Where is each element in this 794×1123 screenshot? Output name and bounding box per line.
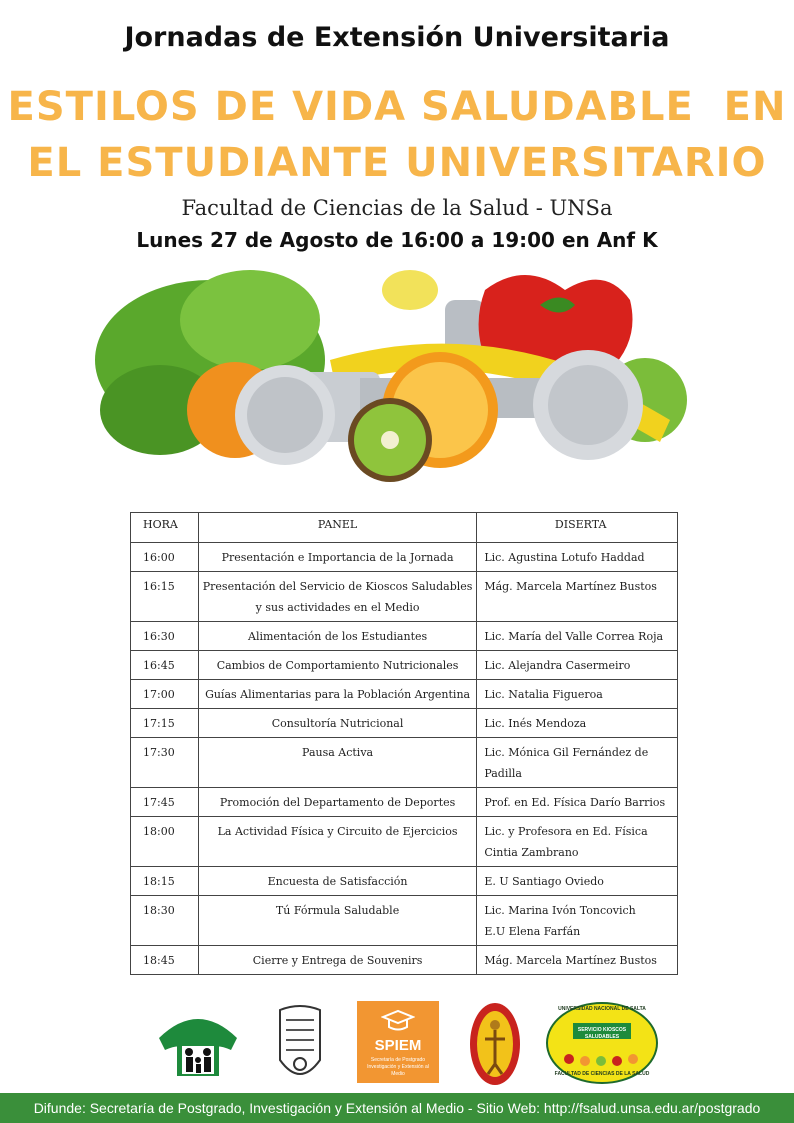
cell-diserta — [477, 946, 678, 975]
cell-diserta — [477, 867, 678, 896]
schedule-table — [130, 512, 678, 975]
speaker-line: E. U Santiago Oviedo — [484, 875, 604, 888]
table-row — [131, 680, 678, 709]
speaker-line: Lic. Marina Ivón Toncovich — [484, 904, 636, 917]
speaker-line: Mág. Marcela Martínez Bustos — [484, 954, 657, 967]
footer-text: Difunde: Secretaría de Postgrado, Investigación y Extensión al Medio - Sitio Web: http://fsalud.unsa.edu.ar/postgrado — [33, 1100, 761, 1116]
speaker-line: E.U Elena Farfán — [484, 925, 581, 938]
cell-hora: 16:45 — [131, 651, 199, 680]
speaker-line: Mág. Marcela Martínez Bustos — [484, 580, 657, 593]
table-row — [131, 622, 678, 651]
header-panel: PANEL — [198, 513, 476, 543]
cell-hora: 16:15 — [131, 572, 199, 622]
cell-hora: 17:45 — [131, 788, 199, 817]
speaker-line: Cintia Zambrano — [484, 846, 579, 859]
cell-diserta — [477, 709, 678, 738]
spiem-subtitle: Secretaría de Postgrado Investigación y Extensión al Medio — [367, 1057, 429, 1077]
university-crest-logo-icon — [274, 1002, 326, 1086]
table-row — [131, 651, 678, 680]
table-row — [131, 738, 678, 788]
cell-hora: 18:15 — [131, 867, 199, 896]
main-title-line-1: ESTILOS DE VIDA SALUDABLE EN — [7, 84, 787, 130]
footer-bar — [0, 1093, 794, 1123]
table-row — [131, 946, 678, 975]
graduation-cap-icon — [381, 1009, 415, 1035]
cell-panel: Cambios de Comportamiento Nutricionales — [198, 651, 476, 680]
table-row — [131, 572, 678, 622]
cell-hora: 18:00 — [131, 817, 199, 867]
table-row — [131, 543, 678, 572]
cell-panel: Promoción del Departamento de Deportes — [198, 788, 476, 817]
cell-panel: Alimentación de los Estudiantes — [198, 622, 476, 651]
cell-diserta — [477, 543, 678, 572]
speaker-line: Lic. Inés Mendoza — [484, 717, 587, 730]
cell-diserta — [477, 651, 678, 680]
cell-panel: Presentación del Servicio de Kioscos Saludables y sus actividades en el Medio — [198, 572, 476, 622]
table-row — [131, 896, 678, 946]
spiem-name: SPIEM — [374, 1037, 422, 1054]
kioscos-saludables-logo — [545, 1001, 659, 1085]
cell-panel: Presentación e Importancia de la Jornada — [198, 543, 476, 572]
cell-hora: 17:30 — [131, 738, 199, 788]
table-row — [131, 788, 678, 817]
cell-diserta — [477, 788, 678, 817]
kioscos-banner-text: SERVICIO KIOSCOS SALUDABLES — [577, 1027, 627, 1040]
cell-diserta — [477, 817, 678, 867]
speaker-line: Lic. María del Valle Correa Roja — [484, 630, 664, 643]
main-title-line-2: EL ESTUDIANTE UNIVERSITARIO — [27, 140, 767, 186]
cell-diserta — [477, 622, 678, 651]
cell-panel: Consultoría Nutricional — [198, 709, 476, 738]
cell-panel: Guías Alimentarias para la Población Argentina — [198, 680, 476, 709]
spiem-logo — [357, 1001, 439, 1083]
logos-row — [0, 1000, 794, 1090]
cell-panel: Cierre y Entrega de Souvenirs — [198, 946, 476, 975]
cell-diserta — [477, 680, 678, 709]
healthy-food-dumbbells-image — [90, 250, 710, 500]
kioscos-ring-text: UNIVERSIDAD NACIONAL DE SALTA — [558, 1006, 646, 1012]
speaker-line: Prof. en Ed. Física Darío Barrios — [484, 796, 666, 809]
speaker-line: Lic. Natalia Figueroa — [484, 688, 603, 701]
cell-diserta — [477, 896, 678, 946]
table-row — [131, 709, 678, 738]
speaker-line: Lic. Agustina Lotufo Haddad — [484, 551, 645, 564]
faculty-line: Facultad de Ciencias de la Salud - UNSa — [181, 196, 613, 220]
cell-hora: 16:00 — [131, 543, 199, 572]
cell-panel: Tú Fórmula Saludable — [198, 896, 476, 946]
header-hora: HORA — [131, 513, 199, 543]
speaker-line: Lic. y Profesora en Ed. Física — [484, 825, 648, 838]
speaker-line: Lic. Alejandra Casermeiro — [484, 659, 631, 672]
cell-hora: 18:45 — [131, 946, 199, 975]
cell-diserta — [477, 738, 678, 788]
cell-hora: 16:30 — [131, 622, 199, 651]
cell-hora: 17:00 — [131, 680, 199, 709]
kioscos-bottom-text: FACULTAD DE CIENCIAS DE LA SALUD — [554, 1071, 650, 1077]
cell-hora: 17:15 — [131, 709, 199, 738]
cell-panel: Encuesta de Satisfacción — [198, 867, 476, 896]
table-header-row — [131, 513, 678, 543]
faculty-health-emblem-icon — [468, 1001, 522, 1087]
phone-family-logo-icon — [155, 1008, 241, 1078]
cell-panel: La Actividad Física y Circuito de Ejercicios — [198, 817, 476, 867]
cell-diserta — [477, 572, 678, 622]
cell-panel: Pausa Activa — [198, 738, 476, 788]
speaker-line: Lic. Mónica Gil Fernández de Padilla — [484, 746, 649, 780]
table-row — [131, 817, 678, 867]
event-title: Jornadas de Extensión Universitaria — [124, 22, 670, 53]
header-diserta: DISERTA — [477, 513, 678, 543]
cell-hora: 18:30 — [131, 896, 199, 946]
date-line: Lunes 27 de Agosto de 16:00 a 19:00 en Anf K — [136, 228, 658, 252]
table-row — [131, 867, 678, 896]
